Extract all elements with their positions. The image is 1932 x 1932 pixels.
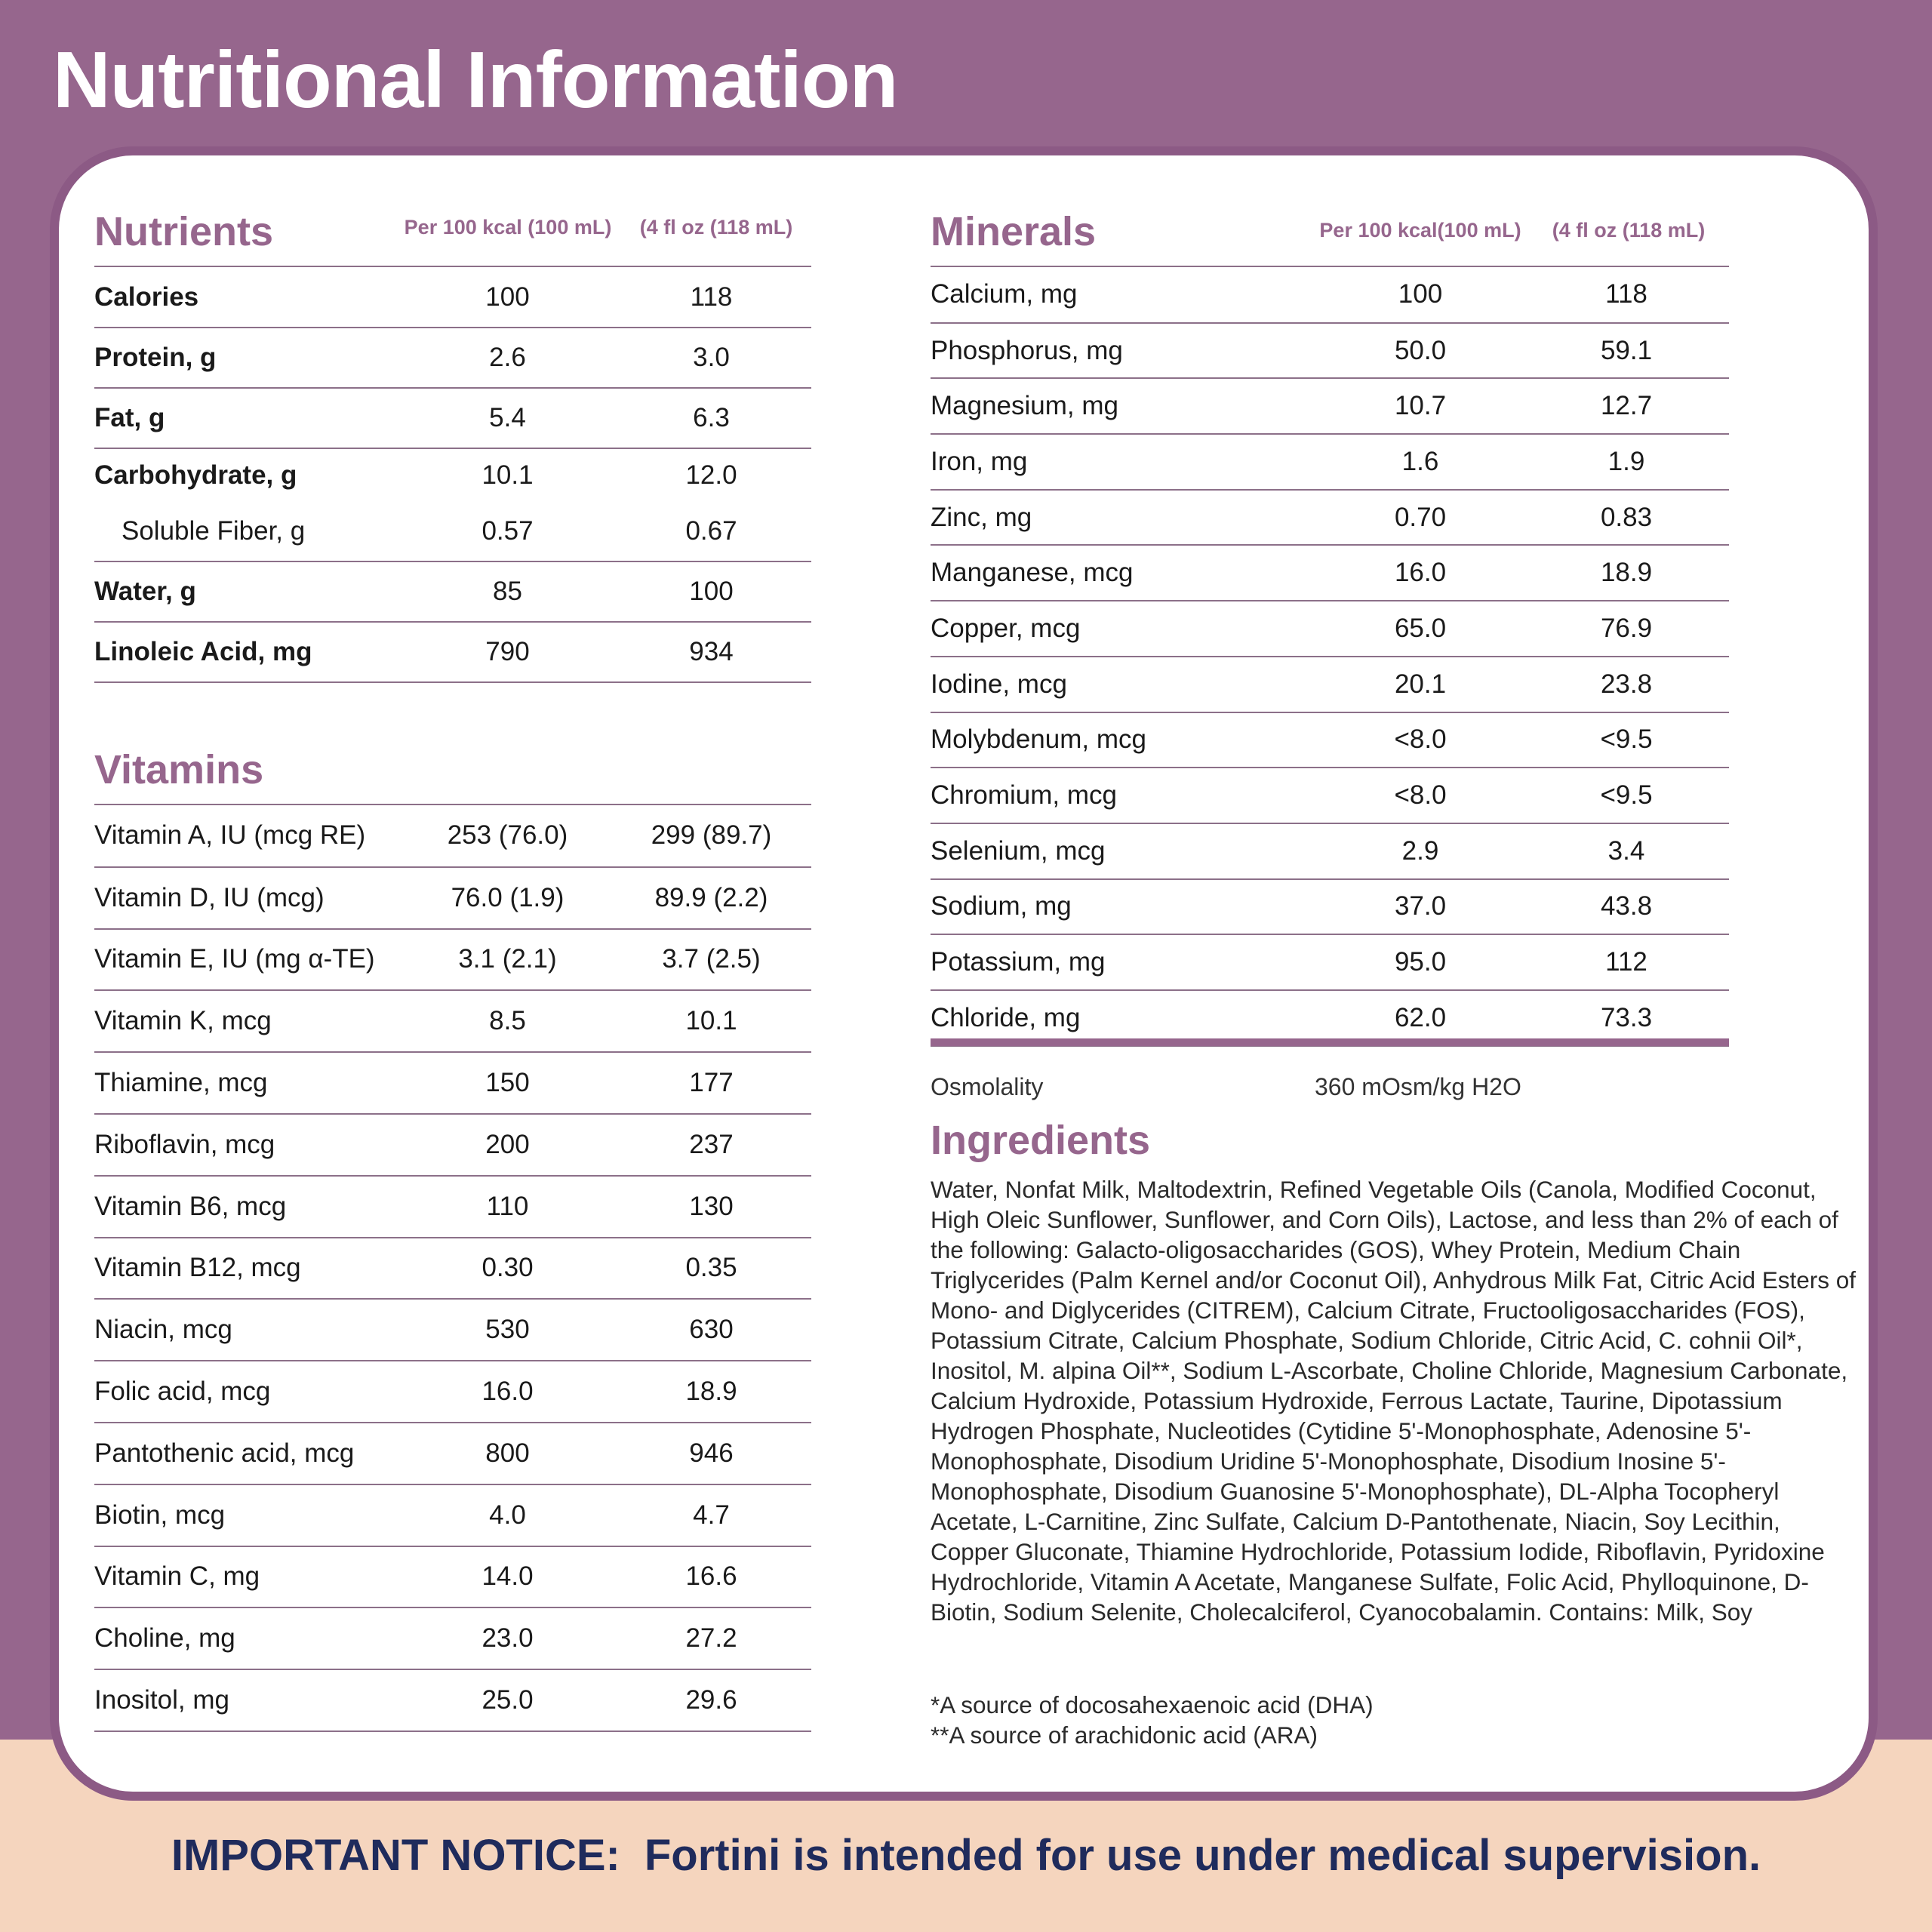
mineral-row (931, 823, 1729, 879)
vitamin-row-value-4floz: 237 (611, 1114, 811, 1176)
vitamin-row-value-4floz: 10.1 (611, 990, 811, 1052)
vitamin-row-value-4floz: 3.7 (2.5) (611, 929, 811, 991)
nutrient-row-value-4floz: 6.3 (611, 388, 811, 448)
nutrient-row-value-4floz: 100 (611, 561, 811, 622)
nutrient-row-value-per100kcal: 2.6 (404, 328, 611, 388)
mineral-row (931, 434, 1729, 490)
nutrient-row-value-per100kcal: 5.4 (404, 388, 611, 448)
nutrient-row-value-per100kcal: 10.1 (481, 460, 534, 490)
vitamin-row-value-4floz: 16.6 (611, 1546, 811, 1608)
mineral-row-value-per100kcal: 37.0 (1317, 879, 1524, 935)
vitamin-row (94, 1607, 811, 1669)
vitamin-row-value-per100kcal: 3.1 (2.1) (404, 929, 611, 991)
nutrients-col2-header: (4 fl oz (118 mL) (639, 216, 793, 238)
mineral-row-value-4floz: 73.3 (1524, 990, 1729, 1046)
vitamin-row-label: Pantothenic acid, mcg (94, 1423, 404, 1484)
vitamin-row-value-per100kcal: 8.5 (404, 990, 611, 1052)
mineral-row-value-per100kcal: 95.0 (1317, 934, 1524, 990)
mineral-row-value-per100kcal: <8.0 (1317, 712, 1524, 768)
mineral-row-label: Calcium, mg (931, 267, 1317, 323)
vitamin-row (94, 1238, 811, 1300)
vitamin-row-label: Inositol, mg (94, 1669, 404, 1731)
nutrient-row-label: Linoleic Acid, mg (94, 622, 404, 682)
mineral-row-value-per100kcal: 10.7 (1317, 378, 1524, 434)
mineral-row (931, 990, 1729, 1046)
vitamin-row-value-per100kcal: 150 (404, 1052, 611, 1114)
mineral-row (931, 267, 1729, 323)
minerals-bottom-rule (931, 1038, 1729, 1046)
mineral-row-label: Chloride, mg (931, 990, 1317, 1046)
mineral-row-value-4floz: 118 (1524, 267, 1729, 323)
vitamin-row-label: Vitamin A, IU (mcg RE) (94, 805, 404, 867)
mineral-row-label: Potassium, mg (931, 934, 1317, 990)
mineral-row-value-per100kcal: <8.0 (1317, 768, 1524, 823)
vitamin-row-value-4floz: 29.6 (611, 1669, 811, 1731)
vitamin-row-value-per100kcal: 110 (404, 1176, 611, 1238)
osmolality-label: Osmolality (931, 1073, 1044, 1100)
vitamin-row-label: Folic acid, mcg (94, 1361, 404, 1423)
mineral-row (931, 879, 1729, 935)
vitamin-row-label: Vitamin D, IU (mcg) (94, 867, 404, 929)
vitamin-row-value-4floz: 18.9 (611, 1361, 811, 1423)
nutrients-table (94, 267, 811, 683)
mineral-row (931, 712, 1729, 768)
vitamin-row (94, 805, 811, 867)
mineral-row-value-4floz: 112 (1524, 934, 1729, 990)
important-notice (0, 1831, 1932, 1880)
mineral-row-value-4floz: 59.1 (1524, 323, 1729, 379)
vitamin-row (94, 1546, 811, 1608)
mineral-row-value-per100kcal: 65.0 (1317, 601, 1524, 657)
vitamin-row-value-4floz: 0.35 (611, 1238, 811, 1300)
vitamin-row (94, 990, 811, 1052)
mineral-row-value-4floz: 23.8 (1524, 657, 1729, 712)
nutrient-row-value-4floz: 3.0 (611, 328, 811, 388)
vitamin-row (94, 1052, 811, 1114)
nutrient-row-label: Calories (94, 267, 404, 328)
mineral-row-value-4floz: 0.83 (1524, 490, 1729, 546)
nutrient-row (94, 448, 811, 501)
nutrient-row-value-per100kcal: 85 (404, 561, 611, 622)
minerals-table-body (931, 267, 1729, 1046)
vitamin-row (94, 1669, 811, 1731)
vitamin-row-label: Vitamin E, IU (mg α-TE) (94, 929, 404, 991)
mineral-row-value-4floz: 1.9 (1524, 434, 1729, 490)
minerals-heading: Minerals (931, 209, 1097, 254)
vitamin-row (94, 1361, 811, 1423)
nutrients-table-body (94, 267, 811, 682)
mineral-row-value-per100kcal: 2.9 (1317, 823, 1524, 879)
vitamin-row-value-4floz: 130 (611, 1176, 811, 1238)
vitamin-row-label: Riboflavin, mcg (94, 1114, 404, 1176)
vitamin-row-label: Thiamine, mcg (94, 1052, 404, 1114)
mineral-row-value-4floz: <9.5 (1524, 768, 1729, 823)
mineral-row-value-4floz: 3.4 (1524, 823, 1729, 879)
mineral-row (931, 545, 1729, 601)
mineral-row (931, 323, 1729, 379)
mineral-row (931, 934, 1729, 990)
mineral-row-label: Chromium, mcg (931, 768, 1317, 823)
minerals-col2-header: (4 fl oz (118 mL) (1552, 219, 1706, 242)
mineral-row-label: Sodium, mg (931, 879, 1317, 935)
vitamin-row-value-per100kcal: 25.0 (404, 1669, 611, 1731)
nutrient-row (94, 622, 811, 682)
vitamins-table (94, 805, 811, 1732)
mineral-row-value-per100kcal: 50.0 (1317, 323, 1524, 379)
notice-label: IMPORTANT NOTICE: (171, 1831, 620, 1880)
mineral-row-label: Iron, mg (931, 434, 1317, 490)
nutrient-row-label: Soluble Fiber, g (94, 501, 404, 561)
nutrient-row-label: Water, g (94, 561, 404, 622)
mineral-row-label: Selenium, mcg (931, 823, 1317, 879)
vitamin-row-value-per100kcal: 200 (404, 1114, 611, 1176)
vitamin-row (94, 1299, 811, 1361)
mineral-row (931, 768, 1729, 823)
vitamins-table-body (94, 805, 811, 1731)
vitamin-row-value-4floz: 4.7 (611, 1484, 811, 1546)
nutrients-heading: Nutrients (94, 209, 274, 254)
nutrient-row-label: Protein, g (94, 328, 404, 388)
nutrient-row (94, 561, 811, 622)
mineral-row-label: Copper, mcg (931, 601, 1317, 657)
vitamin-row-value-4floz: 946 (611, 1423, 811, 1484)
mineral-row-value-per100kcal: 0.70 (1317, 490, 1524, 546)
mineral-row (931, 490, 1729, 546)
nutrient-row-value-4floz: 118 (611, 267, 811, 328)
mineral-row-value-per100kcal: 20.1 (1317, 657, 1524, 712)
vitamin-row-value-per100kcal: 253 (76.0) (404, 805, 611, 867)
vitamin-row (94, 1484, 811, 1546)
nutrient-row (94, 267, 811, 328)
nutrient-row-label: Carbohydrate, g (94, 460, 297, 490)
vitamin-row-value-per100kcal: 800 (404, 1423, 611, 1484)
minerals-table (931, 267, 1729, 1047)
vitamin-row-value-per100kcal: 4.0 (404, 1484, 611, 1546)
vitamin-row-value-per100kcal: 23.0 (404, 1607, 611, 1669)
vitamin-row (94, 1176, 811, 1238)
vitamin-row-label: Niacin, mcg (94, 1299, 404, 1361)
vitamin-row-label: Biotin, mcg (94, 1484, 404, 1546)
mineral-row (931, 657, 1729, 712)
mineral-row-value-4floz: 76.9 (1524, 601, 1729, 657)
vitamin-row-value-per100kcal: 530 (404, 1299, 611, 1361)
footnote-ara: **A source of arachidonic acid (ARA) (931, 1721, 1318, 1749)
vitamin-row-label: Vitamin B6, mcg (94, 1176, 404, 1238)
mineral-row-value-per100kcal: 16.0 (1317, 545, 1524, 601)
mineral-row-value-4floz: 43.8 (1524, 879, 1729, 935)
mineral-row-value-4floz: 12.7 (1524, 378, 1729, 434)
mineral-row-label: Phosphorus, mg (931, 323, 1317, 379)
vitamin-row-value-per100kcal: 76.0 (1.9) (404, 867, 611, 929)
nutrient-row-value-4floz: 0.67 (611, 501, 811, 561)
mineral-row-value-per100kcal: 100 (1317, 267, 1524, 323)
vitamin-row-label: Vitamin C, mg (94, 1546, 404, 1608)
mineral-row-value-4floz: <9.5 (1524, 712, 1729, 768)
vitamin-row-value-4floz: 177 (611, 1052, 811, 1114)
vitamin-row-label: Vitamin B12, mcg (94, 1238, 404, 1300)
nutrient-row-value-per100kcal: 100 (404, 267, 611, 328)
footnote-dha: *A source of docosahexaenoic acid (DHA) (931, 1691, 1374, 1718)
minerals-col1-header: Per 100 kcal(100 mL) (1319, 219, 1521, 242)
nutrient-row-value-4floz: 934 (611, 622, 811, 682)
vitamin-row-label: Vitamin K, mcg (94, 990, 404, 1052)
vitamin-row-value-4floz: 299 (89.7) (611, 805, 811, 867)
vitamin-row (94, 929, 811, 991)
mineral-row-label: Magnesium, mg (931, 378, 1317, 434)
page-title: Nutritional Information (53, 35, 898, 125)
nutrients-col1-header: Per 100 kcal (100 mL) (404, 216, 612, 238)
vitamin-row-value-4floz: 89.9 (2.2) (611, 867, 811, 929)
vitamins-heading: Vitamins (94, 747, 264, 792)
vitamin-row-label: Choline, mg (94, 1607, 404, 1669)
vitamin-row-value-per100kcal: 14.0 (404, 1546, 611, 1608)
mineral-row (931, 378, 1729, 434)
osmolality-value: 360 mOsm/kg H2O (1315, 1073, 1521, 1100)
nutrient-row-value-4floz: 12.0 (685, 460, 737, 490)
vitamin-row (94, 867, 811, 929)
mineral-row-label: Iodine, mcg (931, 657, 1317, 712)
mineral-row-label: Manganese, mcg (931, 545, 1317, 601)
mineral-row-value-per100kcal: 1.6 (1317, 434, 1524, 490)
vitamin-row-value-per100kcal: 0.30 (404, 1238, 611, 1300)
mineral-row-value-per100kcal: 62.0 (1317, 990, 1524, 1046)
nutrient-row-value-per100kcal: 790 (404, 622, 611, 682)
nutrient-row (94, 388, 811, 448)
nutrient-row-value-per100kcal: 0.57 (404, 501, 611, 561)
nutrient-row (94, 328, 811, 388)
vitamin-row-value-4floz: 27.2 (611, 1607, 811, 1669)
mineral-row (931, 601, 1729, 657)
vitamin-row-value-4floz: 630 (611, 1299, 811, 1361)
nutrient-row (94, 501, 811, 561)
vitamin-row (94, 1114, 811, 1176)
ingredients-heading: Ingredients (931, 1118, 1151, 1163)
mineral-row-label: Zinc, mg (931, 490, 1317, 546)
mineral-row-value-4floz: 18.9 (1524, 545, 1729, 601)
mineral-row-label: Molybdenum, mcg (931, 712, 1317, 768)
ingredients-text: Water, Nonfat Milk, Maltodextrin, Refined Vegetable Oils (Canola, Modified Coconut, High Oleic Sunflower, Sunflower, and Corn Oils), Lactose, and less than 2% of each of the following: Galacto-oligosaccharides (GOS), Whey Protein, Medium Chain Triglycerides (Palm Kernel and/or Coconut Oil), Anhydrous Milk Fat, Citric Acid Esters of Mono- and Diglycerides (CITREM), Calcium Citrate, Fructooligosaccharides (FOS), Potassium Citrate, Calcium Phosphate, Sodium Chloride, Citric Acid, C. cohnii Oil*, Inositol, M. alpina Oil**, Sodium L-Ascorbate, Choline Chloride, Magnesium Carbonate, Calcium Hydroxide, Potassium Hydroxide, Ferrous Lactate, Taurine, Dipotassium Hydrogen Phosphate, Nucleotides (Cytidine 5'-Monophosphate, Adenosine 5'-Monophosphate, Disodium Uridine 5'-Monophosphate, Disodium Inosine 5'-Monophosphate, Disodium Guanosine 5'-Monophosphate), DL-Alpha Tocopheryl Acetate, L-Carnitine, Zinc Sulfate, Calcium D-Pantothenate, Niacin, Soy Lecithin, Copper Gluconate, Thiamine Hydrochloride, Potassium Iodide, Riboflavin, Pyridoxine Hydrochloride, Vitamin A Acetate, Manganese Sulfate, Folic Acid, Phylloquinone, D-Biotin, Sodium Selenite, Cholecalciferol, Cyanocobalamin. Contains: Milk, Soy (931, 1176, 1857, 1626)
notice-text: Fortini is intended for use under medical supervision. (644, 1831, 1761, 1880)
vitamin-row-value-per100kcal: 16.0 (404, 1361, 611, 1423)
vitamin-row (94, 1423, 811, 1484)
nutrient-row-label: Fat, g (94, 388, 404, 448)
